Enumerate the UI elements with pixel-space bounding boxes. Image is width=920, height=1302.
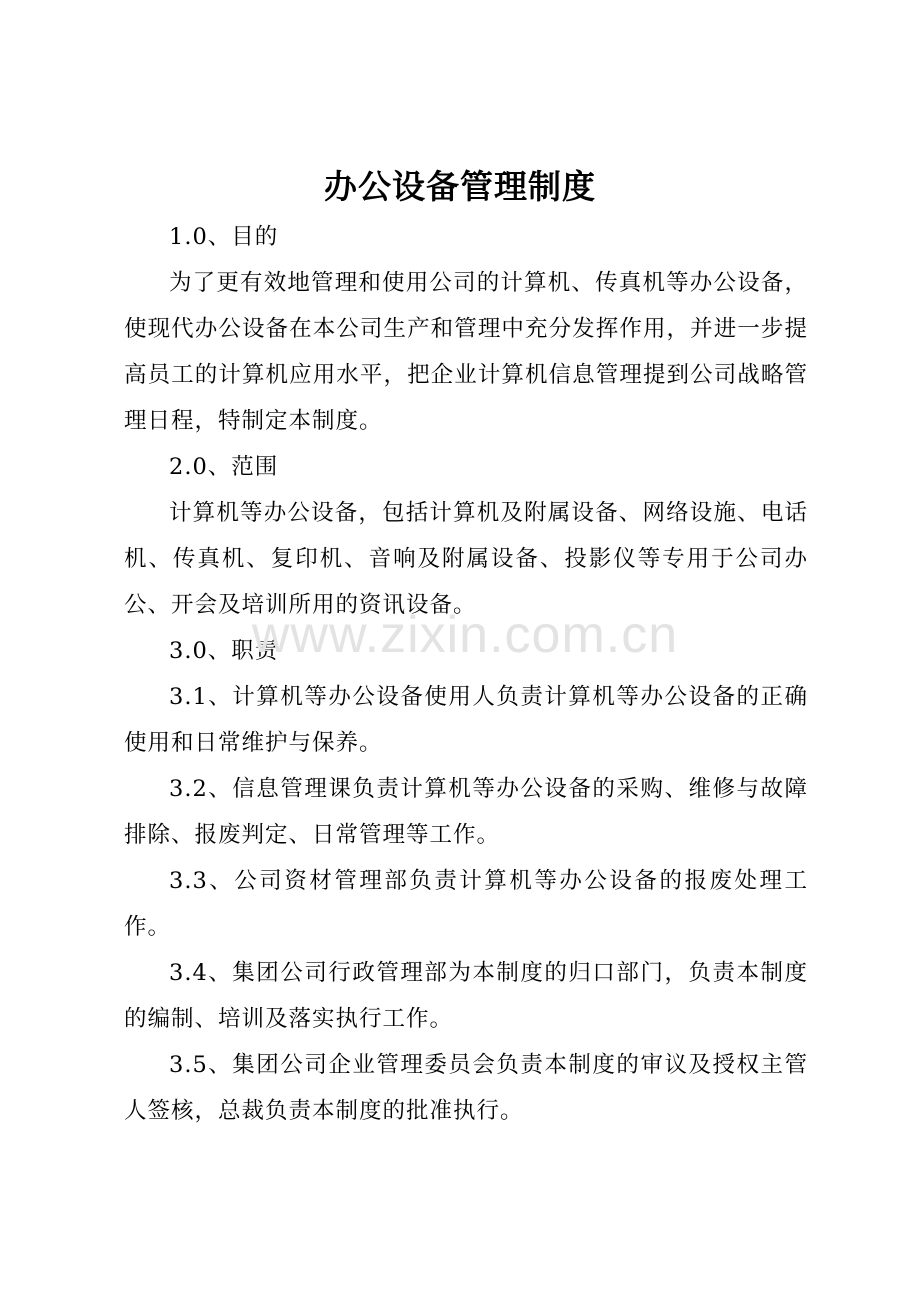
watermark: www.zixin.com.cn	[251, 606, 679, 664]
paragraph-duty-3-2: 3.2、信息管理课负责计算机等办公设备的采购、维修与故障排除、报废判定、日常管理等工作。	[124, 776, 808, 848]
section-heading-purpose: 1.0、目的	[169, 224, 279, 250]
section-heading-scope: 2.0、范围	[169, 454, 279, 480]
section-heading-duties: 3.0、职责	[169, 638, 279, 664]
document-body	[124, 214, 808, 1134]
paragraph-scope: 计算机等办公设备，包括计算机及附属设备、网络设施、电话机、传真机、复印机、音响及附属设备、投影仪等专用于公司办公、开会及培训所用的资讯设备。	[124, 500, 808, 618]
paragraph-duty-3-3: 3.3、公司资材管理部负责计算机等办公设备的报废处理工作。	[124, 868, 808, 940]
page-title: 办公设备管理制度	[324, 167, 596, 206]
paragraph-duty-3-5: 3.5、集团公司企业管理委员会负责本制度的审议及授权主管人签核，总裁负责本制度的批准执行。	[124, 1052, 808, 1124]
paragraph-duty-3-1: 3.1、计算机等办公设备使用人负责计算机等办公设备的正确使用和日常维护与保养。	[124, 684, 808, 756]
paragraph-duty-3-4: 3.4、集团公司行政管理部为本制度的归口部门，负责本制度的编制、培训及落实执行工作。	[124, 960, 808, 1032]
paragraph-purpose: 为了更有效地管理和使用公司的计算机、传真机等办公设备，使现代办公设备在本公司生产和管理中充分发挥作用，并进一步提高员工的计算机应用水平，把企业计算机信息管理提到公司战略管理日程，特制定本制度。	[124, 270, 808, 434]
